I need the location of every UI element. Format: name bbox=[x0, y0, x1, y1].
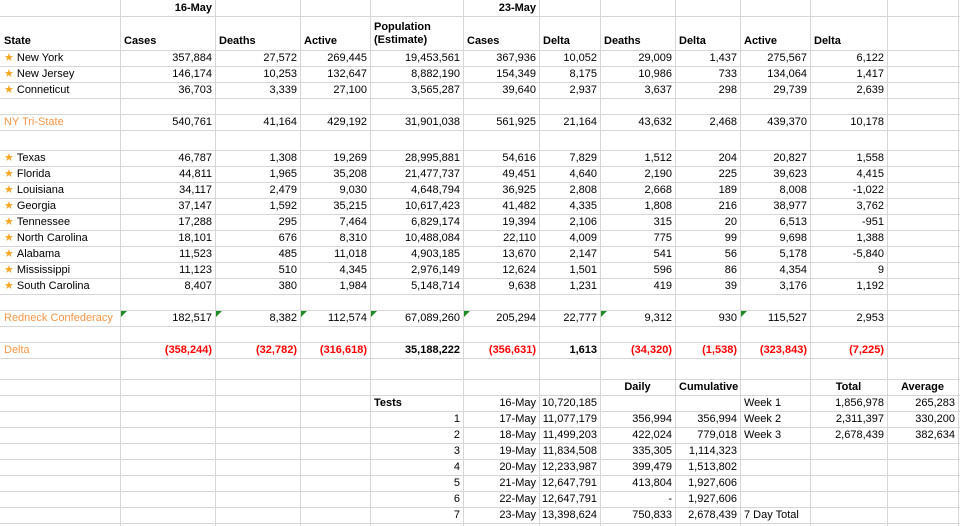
cell-tests-total-19-may[interactable]: 11,834,508 bbox=[542, 445, 597, 457]
state-name: Tennessee bbox=[16, 216, 71, 228]
row-label-redneck-confederacy[interactable]: Redneck Confederacy bbox=[4, 312, 113, 324]
column-header-active-23may[interactable]: Active bbox=[744, 35, 778, 47]
cell-tests-total-21-may[interactable]: 12,647,791 bbox=[541, 477, 597, 489]
cell-alabama-cases-delta[interactable]: 2,147 bbox=[569, 248, 597, 260]
column-header-deaths-16may[interactable]: Deaths bbox=[219, 35, 256, 47]
cell-louisiana-cases-delta[interactable]: 2,808 bbox=[569, 184, 597, 196]
cell-north-carolina-active-23may[interactable]: 9,698 bbox=[779, 232, 807, 244]
cell-florida-deaths-23may[interactable]: 2,190 bbox=[644, 168, 672, 180]
cell-texas-cases-16may[interactable]: 46,787 bbox=[178, 152, 212, 164]
cell-delta-population[interactable]: 35,188,222 bbox=[404, 344, 460, 356]
cell-florida-deaths-16may[interactable]: 1,965 bbox=[269, 168, 297, 180]
cell-daily-18-may[interactable]: 422,024 bbox=[632, 429, 672, 441]
cell-tests-total-18-may[interactable]: 11,499,203 bbox=[542, 429, 597, 441]
cell-day-number-4[interactable]: 4 bbox=[453, 461, 460, 473]
cell-week-total-week-1[interactable]: 1,856,978 bbox=[835, 397, 884, 409]
cell-tests-total-20-may[interactable]: 12,233,987 bbox=[541, 461, 597, 473]
cell-north-carolina-cases-16may[interactable]: 18,101 bbox=[178, 232, 212, 244]
cell-redneck-confederacy-cases-delta[interactable]: 22,777 bbox=[563, 312, 597, 324]
cell-south-carolina-deaths-delta[interactable]: 39 bbox=[724, 280, 737, 292]
tests-label[interactable]: Tests bbox=[374, 397, 402, 409]
cell-alabama-population[interactable]: 4,903,185 bbox=[411, 248, 460, 260]
cell-florida-cases-16may[interactable]: 44,811 bbox=[179, 168, 212, 180]
state-name: New Jersey bbox=[16, 68, 75, 80]
cell-mississippi-population[interactable]: 2,976,149 bbox=[411, 264, 460, 276]
cell-ny-tri-state-cases-16may[interactable]: 540,761 bbox=[172, 116, 212, 128]
cell-south-carolina-cases-16may[interactable]: 8,407 bbox=[184, 280, 212, 292]
cell-georgia-deaths-16may[interactable]: 1,592 bbox=[269, 200, 297, 212]
row-label-ny-tri-state[interactable]: NY Tri-State bbox=[4, 116, 64, 128]
state-name: Georgia bbox=[16, 200, 57, 212]
cell-north-carolina-cases-delta[interactable]: 4,009 bbox=[569, 232, 597, 244]
cell-mississippi-deaths-23may[interactable]: 596 bbox=[653, 264, 672, 276]
cell-tennessee-deaths-delta[interactable]: 20 bbox=[724, 216, 737, 228]
cell-week-label-week-2[interactable]: Week 2 bbox=[744, 413, 782, 425]
cell-north-carolina-population[interactable]: 10,488,084 bbox=[404, 232, 460, 244]
cell-delta-cases-23may[interactable]: (356,631) bbox=[488, 344, 536, 356]
cell-delta-active-23may[interactable]: (323,843) bbox=[759, 344, 807, 356]
period-16-may[interactable]: 16-May bbox=[174, 2, 212, 14]
cell-florida-active-16may[interactable]: 35,208 bbox=[333, 168, 367, 180]
cell-new-york-deaths-23may[interactable]: 29,009 bbox=[638, 52, 672, 64]
gridline-horizontal bbox=[0, 130, 960, 131]
star-icon: ★ bbox=[4, 183, 14, 196]
cell-tennessee-cases-16may[interactable]: 17,288 bbox=[178, 216, 212, 228]
cell-tennessee-active-16may[interactable]: 7,464 bbox=[339, 216, 367, 228]
state-name: Conneticut bbox=[16, 84, 70, 96]
cell-louisiana-deaths-delta[interactable]: 189 bbox=[718, 184, 737, 196]
cell-week-average-week-2[interactable]: 330,200 bbox=[915, 413, 955, 425]
cell-louisiana-deaths-16may[interactable]: 2,479 bbox=[269, 184, 297, 196]
row-label-north-carolina[interactable] bbox=[0, 230, 120, 246]
column-header-population-estimate-16may[interactable]: Population (Estimate) bbox=[374, 21, 431, 46]
cell-ny-tri-state-cases-delta[interactable]: 21,164 bbox=[563, 116, 597, 128]
cell-cumulative-18-may[interactable]: 779,018 bbox=[697, 429, 737, 441]
cell-north-carolina-deaths-16may[interactable]: 676 bbox=[278, 232, 297, 244]
cell-alabama-deaths-23may[interactable]: 541 bbox=[653, 248, 672, 260]
cell-new-york-cases-23may[interactable]: 367,936 bbox=[496, 52, 536, 64]
gridline-vertical bbox=[887, 0, 888, 526]
cell-louisiana-cases-23may[interactable]: 36,925 bbox=[502, 184, 536, 196]
star-icon: ★ bbox=[4, 167, 14, 180]
column-header-cases-16may[interactable]: Cases bbox=[124, 35, 157, 47]
cell-week-average-week-3[interactable]: 382,634 bbox=[915, 429, 955, 441]
gridline-horizontal bbox=[0, 523, 960, 524]
cell-conneticut-deaths-delta[interactable]: 298 bbox=[718, 84, 737, 96]
cell-new-jersey-deaths-delta[interactable]: 733 bbox=[718, 68, 737, 80]
row-label-mississippi[interactable] bbox=[0, 262, 120, 278]
cell-day-number-1[interactable]: 1 bbox=[453, 413, 460, 425]
cell-cumulative-17-may[interactable]: 356,994 bbox=[697, 413, 737, 425]
cell-alabama-cases-23may[interactable]: 13,670 bbox=[502, 248, 536, 260]
cell-new-york-cases-16may[interactable]: 357,884 bbox=[172, 52, 212, 64]
cell-mississippi-active-delta[interactable]: 9 bbox=[877, 264, 884, 276]
cell-new-york-active-16may[interactable]: 269,445 bbox=[327, 52, 367, 64]
cell-daily-17-may[interactable]: 356,994 bbox=[632, 413, 672, 425]
cell-date-20-may[interactable]: 20-May bbox=[499, 461, 536, 473]
cell-conneticut-active-23may[interactable]: 29,739 bbox=[773, 84, 807, 96]
cell-alabama-deaths-16may[interactable]: 485 bbox=[278, 248, 297, 260]
cell-georgia-population[interactable]: 10,617,423 bbox=[404, 200, 460, 212]
cell-new-jersey-active-16may[interactable]: 132,647 bbox=[327, 68, 367, 80]
cell-texas-cases-delta[interactable]: 7,829 bbox=[569, 152, 597, 164]
cell-ny-tri-state-active-16may[interactable]: 429,192 bbox=[327, 116, 367, 128]
row-label-new-york[interactable] bbox=[0, 50, 120, 66]
cell-texas-deaths-16may[interactable]: 1,308 bbox=[269, 152, 297, 164]
state-name: Alabama bbox=[16, 248, 61, 260]
state-name: South Carolina bbox=[16, 280, 90, 292]
cell-tennessee-cases-delta[interactable]: 2,106 bbox=[569, 216, 597, 228]
cell-texas-cases-23may[interactable]: 54,616 bbox=[502, 152, 536, 164]
cell-new-york-active-23may[interactable]: 275,567 bbox=[767, 52, 807, 64]
cell-new-jersey-cases-16may[interactable]: 146,174 bbox=[172, 68, 212, 80]
cell-date-18-may[interactable]: 18-May bbox=[499, 429, 536, 441]
gridline-horizontal bbox=[0, 98, 960, 99]
cell-daily-19-may[interactable]: 335,305 bbox=[632, 445, 672, 457]
star-icon: ★ bbox=[4, 199, 14, 212]
cell-delta-active-delta[interactable]: (7,225) bbox=[849, 344, 884, 356]
cell-louisiana-deaths-23may[interactable]: 2,668 bbox=[644, 184, 672, 196]
cell-louisiana-cases-16may[interactable]: 34,117 bbox=[179, 184, 212, 196]
cell-redneck-confederacy-active-16may[interactable]: 112,574 bbox=[328, 312, 367, 324]
cell-cumulative-22-may[interactable]: 1,927,606 bbox=[688, 493, 737, 505]
cell-tennessee-cases-23may[interactable]: 19,394 bbox=[502, 216, 536, 228]
cell-week-label-week-3[interactable]: Week 3 bbox=[744, 429, 782, 441]
column-header-deaths-23may[interactable]: Deaths bbox=[604, 35, 641, 47]
cell-redneck-confederacy-cases-16may[interactable]: 182,517 bbox=[172, 312, 212, 324]
cell-florida-cases-23may[interactable]: 49,451 bbox=[502, 168, 536, 180]
cell-new-jersey-population[interactable]: 8,882,190 bbox=[411, 68, 460, 80]
cell-alabama-active-16may[interactable]: 11,018 bbox=[334, 248, 367, 260]
cell-south-carolina-deaths-16may[interactable]: 380 bbox=[278, 280, 297, 292]
cell-cumulative-23-may[interactable]: 2,678,439 bbox=[688, 509, 737, 521]
cell-texas-population[interactable]: 28,995,881 bbox=[404, 152, 460, 164]
column-header-active-16may[interactable]: Active bbox=[304, 35, 338, 47]
cell-louisiana-active-23may[interactable]: 8,008 bbox=[779, 184, 807, 196]
cell-conneticut-active-16may[interactable]: 27,100 bbox=[333, 84, 367, 96]
cell-ny-tri-state-active-delta[interactable]: 10,178 bbox=[850, 116, 884, 128]
column-header-delta-23may[interactable]: Delta bbox=[543, 35, 570, 47]
cell-georgia-deaths-delta[interactable]: 216 bbox=[718, 200, 737, 212]
cell-mississippi-active-16may[interactable]: 4,345 bbox=[339, 264, 367, 276]
column-header-delta-23may[interactable]: Delta bbox=[679, 35, 706, 47]
cell-conneticut-cases-delta[interactable]: 2,937 bbox=[569, 84, 597, 96]
cell-delta-active-16may[interactable]: (316,618) bbox=[319, 344, 367, 356]
cell-georgia-active-16may[interactable]: 35,215 bbox=[333, 200, 367, 212]
cell-redneck-confederacy-population[interactable]: 67,089,260 bbox=[404, 312, 460, 324]
cell-georgia-cases-delta[interactable]: 4,335 bbox=[569, 200, 597, 212]
state-name: Mississippi bbox=[16, 264, 71, 276]
cell-georgia-cases-16may[interactable]: 37,147 bbox=[178, 200, 212, 212]
column-header-cases-23may[interactable]: Cases bbox=[467, 35, 500, 47]
star-icon: ★ bbox=[4, 279, 14, 292]
cell-ny-tri-state-deaths-16may[interactable]: 41,164 bbox=[263, 116, 297, 128]
column-header-delta-23may[interactable]: Delta bbox=[814, 35, 841, 47]
cell-ny-tri-state-deaths-delta[interactable]: 2,468 bbox=[709, 116, 737, 128]
cell-redneck-confederacy-deaths-16may[interactable]: 8,382 bbox=[269, 312, 297, 324]
cell-day-number-3[interactable]: 3 bbox=[453, 445, 460, 457]
cell-day-number-5[interactable]: 5 bbox=[453, 477, 460, 489]
column-header-average[interactable]: Average bbox=[900, 381, 944, 393]
state-name: Louisiana bbox=[16, 184, 64, 196]
cell-redneck-confederacy-deaths-23may[interactable]: 9,312 bbox=[644, 312, 672, 324]
period-23-may[interactable]: 23-May bbox=[498, 2, 536, 14]
star-icon: ★ bbox=[4, 231, 14, 244]
row-label-new-jersey[interactable] bbox=[0, 66, 120, 82]
star-icon: ★ bbox=[4, 247, 14, 260]
cell-redneck-confederacy-deaths-delta[interactable]: 930 bbox=[718, 312, 737, 324]
cell-conneticut-active-delta[interactable]: 2,639 bbox=[856, 84, 884, 96]
state-name: Florida bbox=[16, 168, 51, 180]
cell-texas-active-23may[interactable]: 20,827 bbox=[773, 152, 807, 164]
cell-delta-deaths-delta[interactable]: (1,538) bbox=[702, 344, 737, 356]
cell-new-york-active-delta[interactable]: 6,122 bbox=[856, 52, 884, 64]
cell-mississippi-deaths-delta[interactable]: 86 bbox=[724, 264, 737, 276]
cell-tennessee-population[interactable]: 6,829,174 bbox=[411, 216, 460, 228]
cell-mississippi-cases-16may[interactable]: 11,123 bbox=[179, 264, 212, 276]
cell-new-york-deaths-delta[interactable]: 1,437 bbox=[709, 52, 737, 64]
cell-new-jersey-active-delta[interactable]: 1,417 bbox=[856, 68, 884, 80]
cell-tennessee-deaths-23may[interactable]: 315 bbox=[653, 216, 672, 228]
cell-south-carolina-population[interactable]: 5,148,714 bbox=[411, 280, 460, 292]
column-header-daily[interactable]: Daily bbox=[624, 381, 651, 393]
cell-mississippi-deaths-16may[interactable]: 510 bbox=[278, 264, 297, 276]
cell-florida-active-delta[interactable]: 4,415 bbox=[856, 168, 884, 180]
cell-tests-total-17-may[interactable]: 11,077,179 bbox=[542, 413, 597, 425]
cell-week-total-week-3[interactable]: 2,678,439 bbox=[835, 429, 884, 441]
row-label-alabama[interactable] bbox=[0, 246, 120, 262]
cell-conneticut-population[interactable]: 3,565,287 bbox=[411, 84, 460, 96]
cell-ny-tri-state-cases-23may[interactable]: 561,925 bbox=[496, 116, 536, 128]
cell-texas-active-delta[interactable]: 1,558 bbox=[856, 152, 884, 164]
cell-florida-cases-delta[interactable]: 4,640 bbox=[569, 168, 597, 180]
state-name: Texas bbox=[16, 152, 46, 164]
cell-cumulative-19-may[interactable]: 1,114,323 bbox=[688, 445, 737, 457]
cell-daily-20-may[interactable]: 399,479 bbox=[632, 461, 672, 473]
cell-day-number-2[interactable]: 2 bbox=[453, 429, 460, 441]
column-header-cumulative[interactable]: Cumulative bbox=[679, 381, 739, 393]
cell-florida-population[interactable]: 21,477,737 bbox=[404, 168, 460, 180]
cell-date-16-may[interactable]: 16-May bbox=[499, 397, 536, 409]
cell-north-carolina-active-16may[interactable]: 8,310 bbox=[339, 232, 367, 244]
cell-date-17-may[interactable]: 17-May bbox=[499, 413, 536, 425]
star-icon: ★ bbox=[4, 67, 14, 80]
cell-mississippi-cases-delta[interactable]: 1,501 bbox=[569, 264, 597, 276]
cell-alabama-active-23may[interactable]: 5,178 bbox=[779, 248, 807, 260]
cell-georgia-cases-23may[interactable]: 41,482 bbox=[502, 200, 536, 212]
cell-georgia-active-23may[interactable]: 38,977 bbox=[773, 200, 807, 212]
cell-louisiana-active-delta[interactable]: -1,022 bbox=[852, 184, 884, 196]
cell-new-jersey-cases-delta[interactable]: 8,175 bbox=[569, 68, 597, 80]
cell-new-jersey-active-23may[interactable]: 134,064 bbox=[767, 68, 807, 80]
cell-cumulative-21-may[interactable]: 1,927,606 bbox=[688, 477, 737, 489]
cell-louisiana-active-16may[interactable]: 9,030 bbox=[339, 184, 367, 196]
cell-tests-total-16-may[interactable]: 10,720,185 bbox=[541, 397, 597, 409]
cell-new-york-deaths-16may[interactable]: 27,572 bbox=[263, 52, 297, 64]
row-label-florida[interactable] bbox=[0, 166, 120, 182]
gridline-vertical bbox=[958, 0, 959, 526]
gridline-horizontal bbox=[0, 326, 960, 327]
cell-conneticut-cases-16may[interactable]: 36,703 bbox=[178, 84, 212, 96]
cell-new-jersey-deaths-16may[interactable]: 10,253 bbox=[263, 68, 297, 80]
cell-south-carolina-cases-23may[interactable]: 9,638 bbox=[508, 280, 536, 292]
cell-south-carolina-active-16may[interactable]: 1,984 bbox=[339, 280, 367, 292]
cell-florida-deaths-delta[interactable]: 225 bbox=[718, 168, 737, 180]
cell-georgia-active-delta[interactable]: 3,762 bbox=[856, 200, 884, 212]
cell-conneticut-cases-23may[interactable]: 39,640 bbox=[502, 84, 536, 96]
cell-delta-cases-16may[interactable]: (358,244) bbox=[164, 344, 212, 356]
cell-cumulative-20-may[interactable]: 1,513,802 bbox=[688, 461, 737, 473]
cell-tennessee-active-delta[interactable]: -951 bbox=[861, 216, 884, 228]
row-label-tennessee[interactable] bbox=[0, 214, 120, 230]
cell-florida-active-23may[interactable]: 39,623 bbox=[773, 168, 807, 180]
cell-alabama-active-delta[interactable]: -5,840 bbox=[852, 248, 884, 260]
cell-tennessee-active-23may[interactable]: 6,513 bbox=[779, 216, 807, 228]
cell-south-carolina-cases-delta[interactable]: 1,231 bbox=[569, 280, 597, 292]
star-icon: ★ bbox=[4, 83, 14, 96]
cell-tennessee-deaths-16may[interactable]: 295 bbox=[278, 216, 297, 228]
cell-day-number-6[interactable]: 6 bbox=[453, 493, 460, 505]
cell-redneck-confederacy-active-delta[interactable]: 2,953 bbox=[856, 312, 884, 324]
row-label-georgia[interactable] bbox=[0, 198, 120, 214]
cell-daily-22-may[interactable]: - bbox=[668, 493, 672, 505]
cell-north-carolina-deaths-delta[interactable]: 99 bbox=[724, 232, 737, 244]
cell-new-jersey-deaths-23may[interactable]: 10,986 bbox=[638, 68, 672, 80]
cell-date-21-may[interactable]: 21-May bbox=[499, 477, 536, 489]
cell-louisiana-population[interactable]: 4,648,794 bbox=[411, 184, 460, 196]
cell-delta-deaths-16may[interactable]: (32,782) bbox=[256, 344, 297, 356]
cell-north-carolina-deaths-23may[interactable]: 775 bbox=[653, 232, 672, 244]
star-icon: ★ bbox=[4, 215, 14, 228]
cell-week-label-week-1[interactable]: Week 1 bbox=[744, 397, 782, 409]
cell-ny-tri-state-active-23may[interactable]: 439,370 bbox=[767, 116, 807, 128]
cell-daily-23-may[interactable]: 750,833 bbox=[632, 509, 672, 521]
column-header-total[interactable]: Total bbox=[835, 381, 862, 393]
cell-week-label-7-day-total[interactable]: 7 Day Total bbox=[744, 509, 799, 521]
row-label-louisiana[interactable] bbox=[0, 182, 120, 198]
star-icon: ★ bbox=[4, 151, 14, 164]
row-label-south-carolina[interactable] bbox=[0, 278, 120, 294]
star-icon: ★ bbox=[4, 263, 14, 276]
state-name: North Carolina bbox=[16, 232, 88, 244]
cell-conneticut-deaths-23may[interactable]: 3,637 bbox=[644, 84, 672, 96]
cell-texas-active-16may[interactable]: 19,269 bbox=[333, 152, 367, 164]
cell-delta-deaths-23may[interactable]: (34,320) bbox=[631, 344, 672, 356]
star-icon: ★ bbox=[4, 51, 14, 64]
gridline-horizontal bbox=[0, 294, 960, 295]
cell-texas-deaths-23may[interactable]: 1,512 bbox=[644, 152, 672, 164]
state-name: New York bbox=[16, 52, 64, 64]
cell-south-carolina-active-delta[interactable]: 1,192 bbox=[856, 280, 884, 292]
cell-south-carolina-deaths-23may[interactable]: 419 bbox=[653, 280, 672, 292]
cell-alabama-deaths-delta[interactable]: 56 bbox=[724, 248, 737, 260]
cell-ny-tri-state-population[interactable]: 31,901,038 bbox=[404, 116, 460, 128]
row-label-delta[interactable]: Delta bbox=[4, 344, 30, 356]
cell-ny-tri-state-deaths-23may[interactable]: 43,632 bbox=[638, 116, 672, 128]
cell-tests-total-22-may[interactable]: 12,647,791 bbox=[541, 493, 597, 505]
cell-conneticut-deaths-16may[interactable]: 3,339 bbox=[269, 84, 297, 96]
cell-daily-21-may[interactable]: 413,804 bbox=[632, 477, 672, 489]
cell-mississippi-active-23may[interactable]: 4,354 bbox=[779, 264, 807, 276]
cell-south-carolina-active-23may[interactable]: 3,176 bbox=[779, 280, 807, 292]
cell-redneck-confederacy-active-23may[interactable]: 115,527 bbox=[768, 312, 807, 324]
row-label-conneticut[interactable] bbox=[0, 82, 120, 98]
cell-week-average-week-1[interactable]: 265,283 bbox=[915, 397, 955, 409]
cell-tests-total-23-may[interactable]: 13,398,624 bbox=[541, 509, 597, 521]
cell-date-22-may[interactable]: 22-May bbox=[499, 493, 536, 505]
cell-north-carolina-active-delta[interactable]: 1,388 bbox=[856, 232, 884, 244]
cell-mississippi-cases-23may[interactable]: 12,624 bbox=[502, 264, 536, 276]
cell-texas-deaths-delta[interactable]: 204 bbox=[718, 152, 737, 164]
cell-day-number-7[interactable]: 7 bbox=[453, 509, 460, 521]
row-label-texas[interactable] bbox=[0, 150, 120, 166]
cell-week-total-week-2[interactable]: 2,311,397 bbox=[835, 413, 884, 425]
cell-delta-cases-delta[interactable]: 1,613 bbox=[569, 344, 597, 356]
cell-new-jersey-cases-23may[interactable]: 154,349 bbox=[496, 68, 536, 80]
cell-redneck-confederacy-cases-23may[interactable]: 205,294 bbox=[496, 312, 536, 324]
cell-date-23-may[interactable]: 23-May bbox=[499, 509, 536, 521]
cell-alabama-cases-16may[interactable]: 11,523 bbox=[179, 248, 212, 260]
cell-north-carolina-cases-23may[interactable]: 22,110 bbox=[503, 232, 536, 244]
column-header-state[interactable]: State bbox=[4, 35, 31, 47]
cell-new-york-population[interactable]: 19,453,561 bbox=[404, 52, 460, 64]
gridline-horizontal bbox=[0, 358, 960, 359]
cell-georgia-deaths-23may[interactable]: 1,808 bbox=[644, 200, 672, 212]
cell-new-york-cases-delta[interactable]: 10,052 bbox=[563, 52, 597, 64]
cell-date-19-may[interactable]: 19-May bbox=[499, 445, 536, 457]
